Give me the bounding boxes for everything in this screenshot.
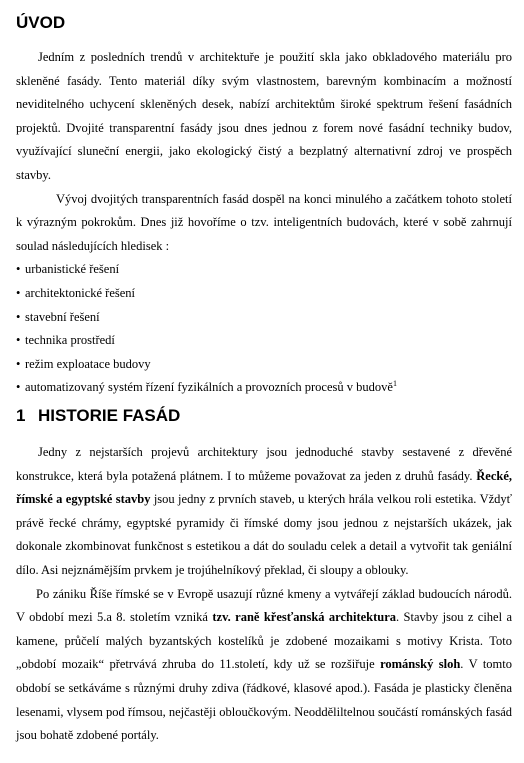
bullet-icon: • bbox=[16, 380, 21, 395]
intro-heading: ÚVOD bbox=[16, 13, 66, 32]
section-number: 1 bbox=[16, 406, 26, 425]
list-item-text: architektonické řešení bbox=[25, 285, 136, 300]
paragraph-text: Po zániku Říše římské se v Evropě usazují různé kmeny a vytvářejí základ budoucích národů. V období mezi 5.a 8. stoletím vzniká bbox=[16, 586, 512, 625]
bullet-icon: • bbox=[16, 285, 21, 300]
bullet-icon: • bbox=[16, 309, 21, 324]
emphasis-text: románský sloh bbox=[380, 657, 461, 672]
list-item bbox=[16, 258, 512, 282]
aspects-list bbox=[16, 258, 512, 400]
emphasis-text: Řecké, římské a egyptské stavby bbox=[16, 468, 512, 507]
history-paragraph-1 bbox=[16, 441, 512, 583]
section-1-body bbox=[16, 441, 512, 748]
list-item-text: technika prostředí bbox=[25, 333, 115, 348]
paragraph-text: jsou jedny z prvních staveb, u kterých hrála velkou roli estetika. Vždyť právě řecké chrámy, egyptské pyramidy či římské domy jsou jednou z nejstarších ukázek, jak dokonale zkombinovat funkčnost s estetikou a dát do souladu celek a detail a vytvořit tak geniální dílo. Asi nejznámějším prvkem je trojúhelníkový překlad, či sloupy a oblouky. bbox=[16, 492, 512, 577]
bullet-icon: • bbox=[16, 333, 21, 348]
list-item bbox=[16, 306, 512, 330]
intro-paragraph-1: Jedním z posledních trendů v architektuře je použití skla jako obkladového materiálu pro skleněné fasády. Tento materiál díky svým vlastnostem, barevným kombinacím a možností neviditelného uchycení skleněných desek, nabízí architektům široké spektrum řešení fasádních projektů. Dvojité transparentní fasády jsou dnes jednou z forem nové fasádní techniky budov, využívající sluneční energii, jako ekologický čistý a bezplatný alternativní zdroj ve prospěch stavby. bbox=[16, 50, 512, 182]
section-title: HISTORIE FASÁD bbox=[38, 406, 181, 425]
intro-section bbox=[16, 46, 512, 400]
emphasis-text: tzv. raně křesťanská architektura bbox=[212, 610, 397, 625]
paragraph-text: . Stavby jsou z cihel a kamene, průčelí malých byzantských kostelíků je zdobené mozaikami s motivy Krista. Toto „období mozaik“ přetrvává zhruba do 11.století, kdy už se rozšiřuje bbox=[16, 610, 513, 672]
history-paragraph-2 bbox=[16, 583, 512, 748]
list-item bbox=[16, 376, 512, 400]
bullet-icon: • bbox=[16, 262, 21, 277]
list-item bbox=[16, 282, 512, 306]
bullet-icon: • bbox=[16, 356, 21, 371]
list-item-text: urbanistické řešení bbox=[25, 262, 120, 277]
list-item-text: stavební řešení bbox=[25, 309, 100, 324]
list-item-text: automatizovaný systém řízení fyzikálních a provozních procesů v budově bbox=[25, 380, 393, 395]
list-item bbox=[16, 353, 512, 377]
list-item bbox=[16, 329, 512, 353]
section-1-heading bbox=[16, 405, 180, 427]
intro-paragraph-2: Vývoj dvojitých transparentních fasád dospěl na konci minulého a začátkem tohoto století k výrazným pokrokům. Dnes již hovoříme o tzv. inteligentních budovách, které v sobě zahrnují soulad následujících hledisek : bbox=[16, 191, 512, 253]
paragraph-text: Jedny z nejstarších projevů architektury jsou jednoduché stavby sestavené z dřevěné konstrukce, která byla potažená plátnem. I to můžeme považovat za jeden z druhů fasády. bbox=[16, 445, 512, 483]
list-item-text: režim exploatace budovy bbox=[25, 356, 151, 371]
footnote-reference: 1 bbox=[392, 379, 397, 389]
paragraph-text: . V tomto období se setkáváme s různými druhy zdiva (řádkové, klasové apod.). Fasáda je plasticky členěna lesenami, vlysem pod římsou, nejčastěji obloučkovým. Neodděliltelnou součástí románských fasád jsou bohatě zdobené portály. bbox=[16, 657, 512, 743]
